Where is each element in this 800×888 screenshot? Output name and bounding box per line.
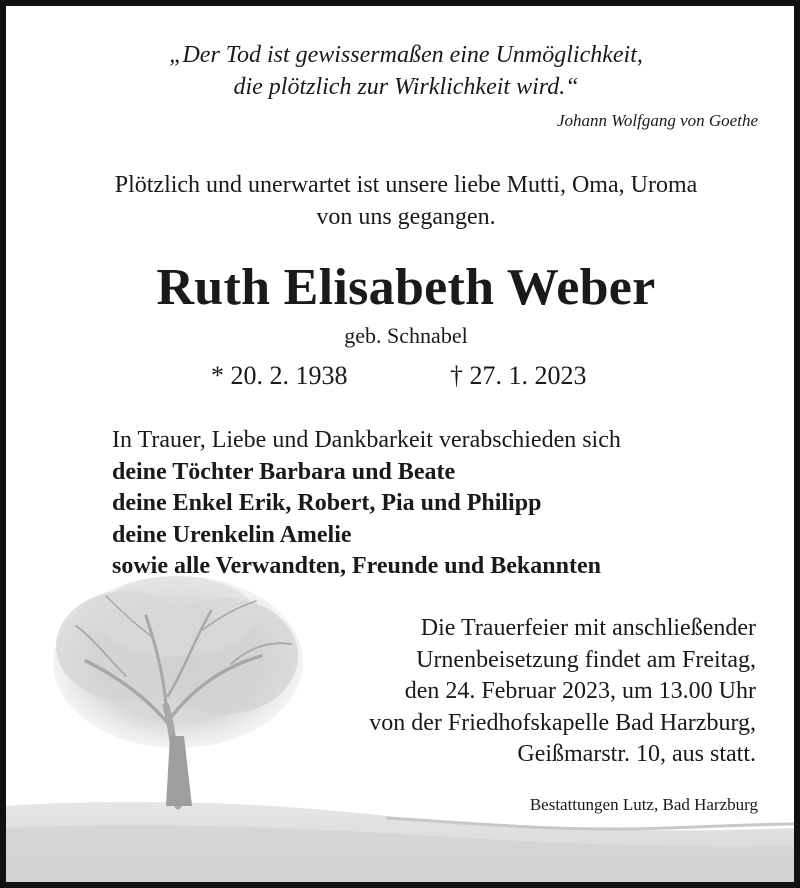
- mourners-line: sowie alle Verwandten, Freunde und Bekannten: [112, 553, 601, 579]
- announcement-text: [6, 169, 800, 233]
- funeral-service-info: [369, 613, 756, 771]
- service-line: Urnenbeisetzung findet am Freitag,: [416, 646, 756, 673]
- mourners-block: [112, 425, 621, 583]
- maiden-name: geb. Schnabel: [344, 323, 468, 348]
- mourners-line: deine Enkel Erik, Robert, Pia und Philipp: [112, 490, 542, 516]
- mourners-line: deine Töchter Barbara und Beate: [112, 458, 456, 485]
- service-line: den 24. Februar 2023, um 13.00 Uhr: [404, 678, 756, 704]
- announcement-line-2: von uns gegangen.: [316, 204, 496, 230]
- quote-line-2: die plötzlich zur Wirklichkeit wird.“: [233, 74, 579, 100]
- announcement-line-1: Plötzlich und unerwartet ist unsere liebe Mutti, Oma, Uroma: [114, 172, 698, 198]
- service-line: Geißmarstr. 10, aus statt.: [517, 741, 756, 767]
- mourners-intro: In Trauer, Liebe und Dankbarkeit verabschieden sich: [112, 427, 621, 453]
- undertaker-credit: Bestattungen Lutz, Bad Harzburg: [529, 795, 758, 814]
- service-line: Die Trauerfeier mit anschließender: [420, 615, 756, 641]
- quote-author: Johann Wolfgang von Goethe: [557, 111, 758, 130]
- quote-line-1: „Der Tod ist gewissermaßen eine Unmöglichkeit,: [169, 42, 643, 68]
- deceased-name: Ruth Elisabeth Weber: [156, 259, 656, 316]
- death-date: † 27. 1. 2023: [450, 361, 587, 390]
- mourners-line: deine Urenkelin Amelie: [112, 521, 352, 548]
- service-line: von der Friedhofskapelle Bad Harzburg,: [369, 709, 756, 736]
- birth-date: * 20. 2. 1938: [211, 361, 348, 390]
